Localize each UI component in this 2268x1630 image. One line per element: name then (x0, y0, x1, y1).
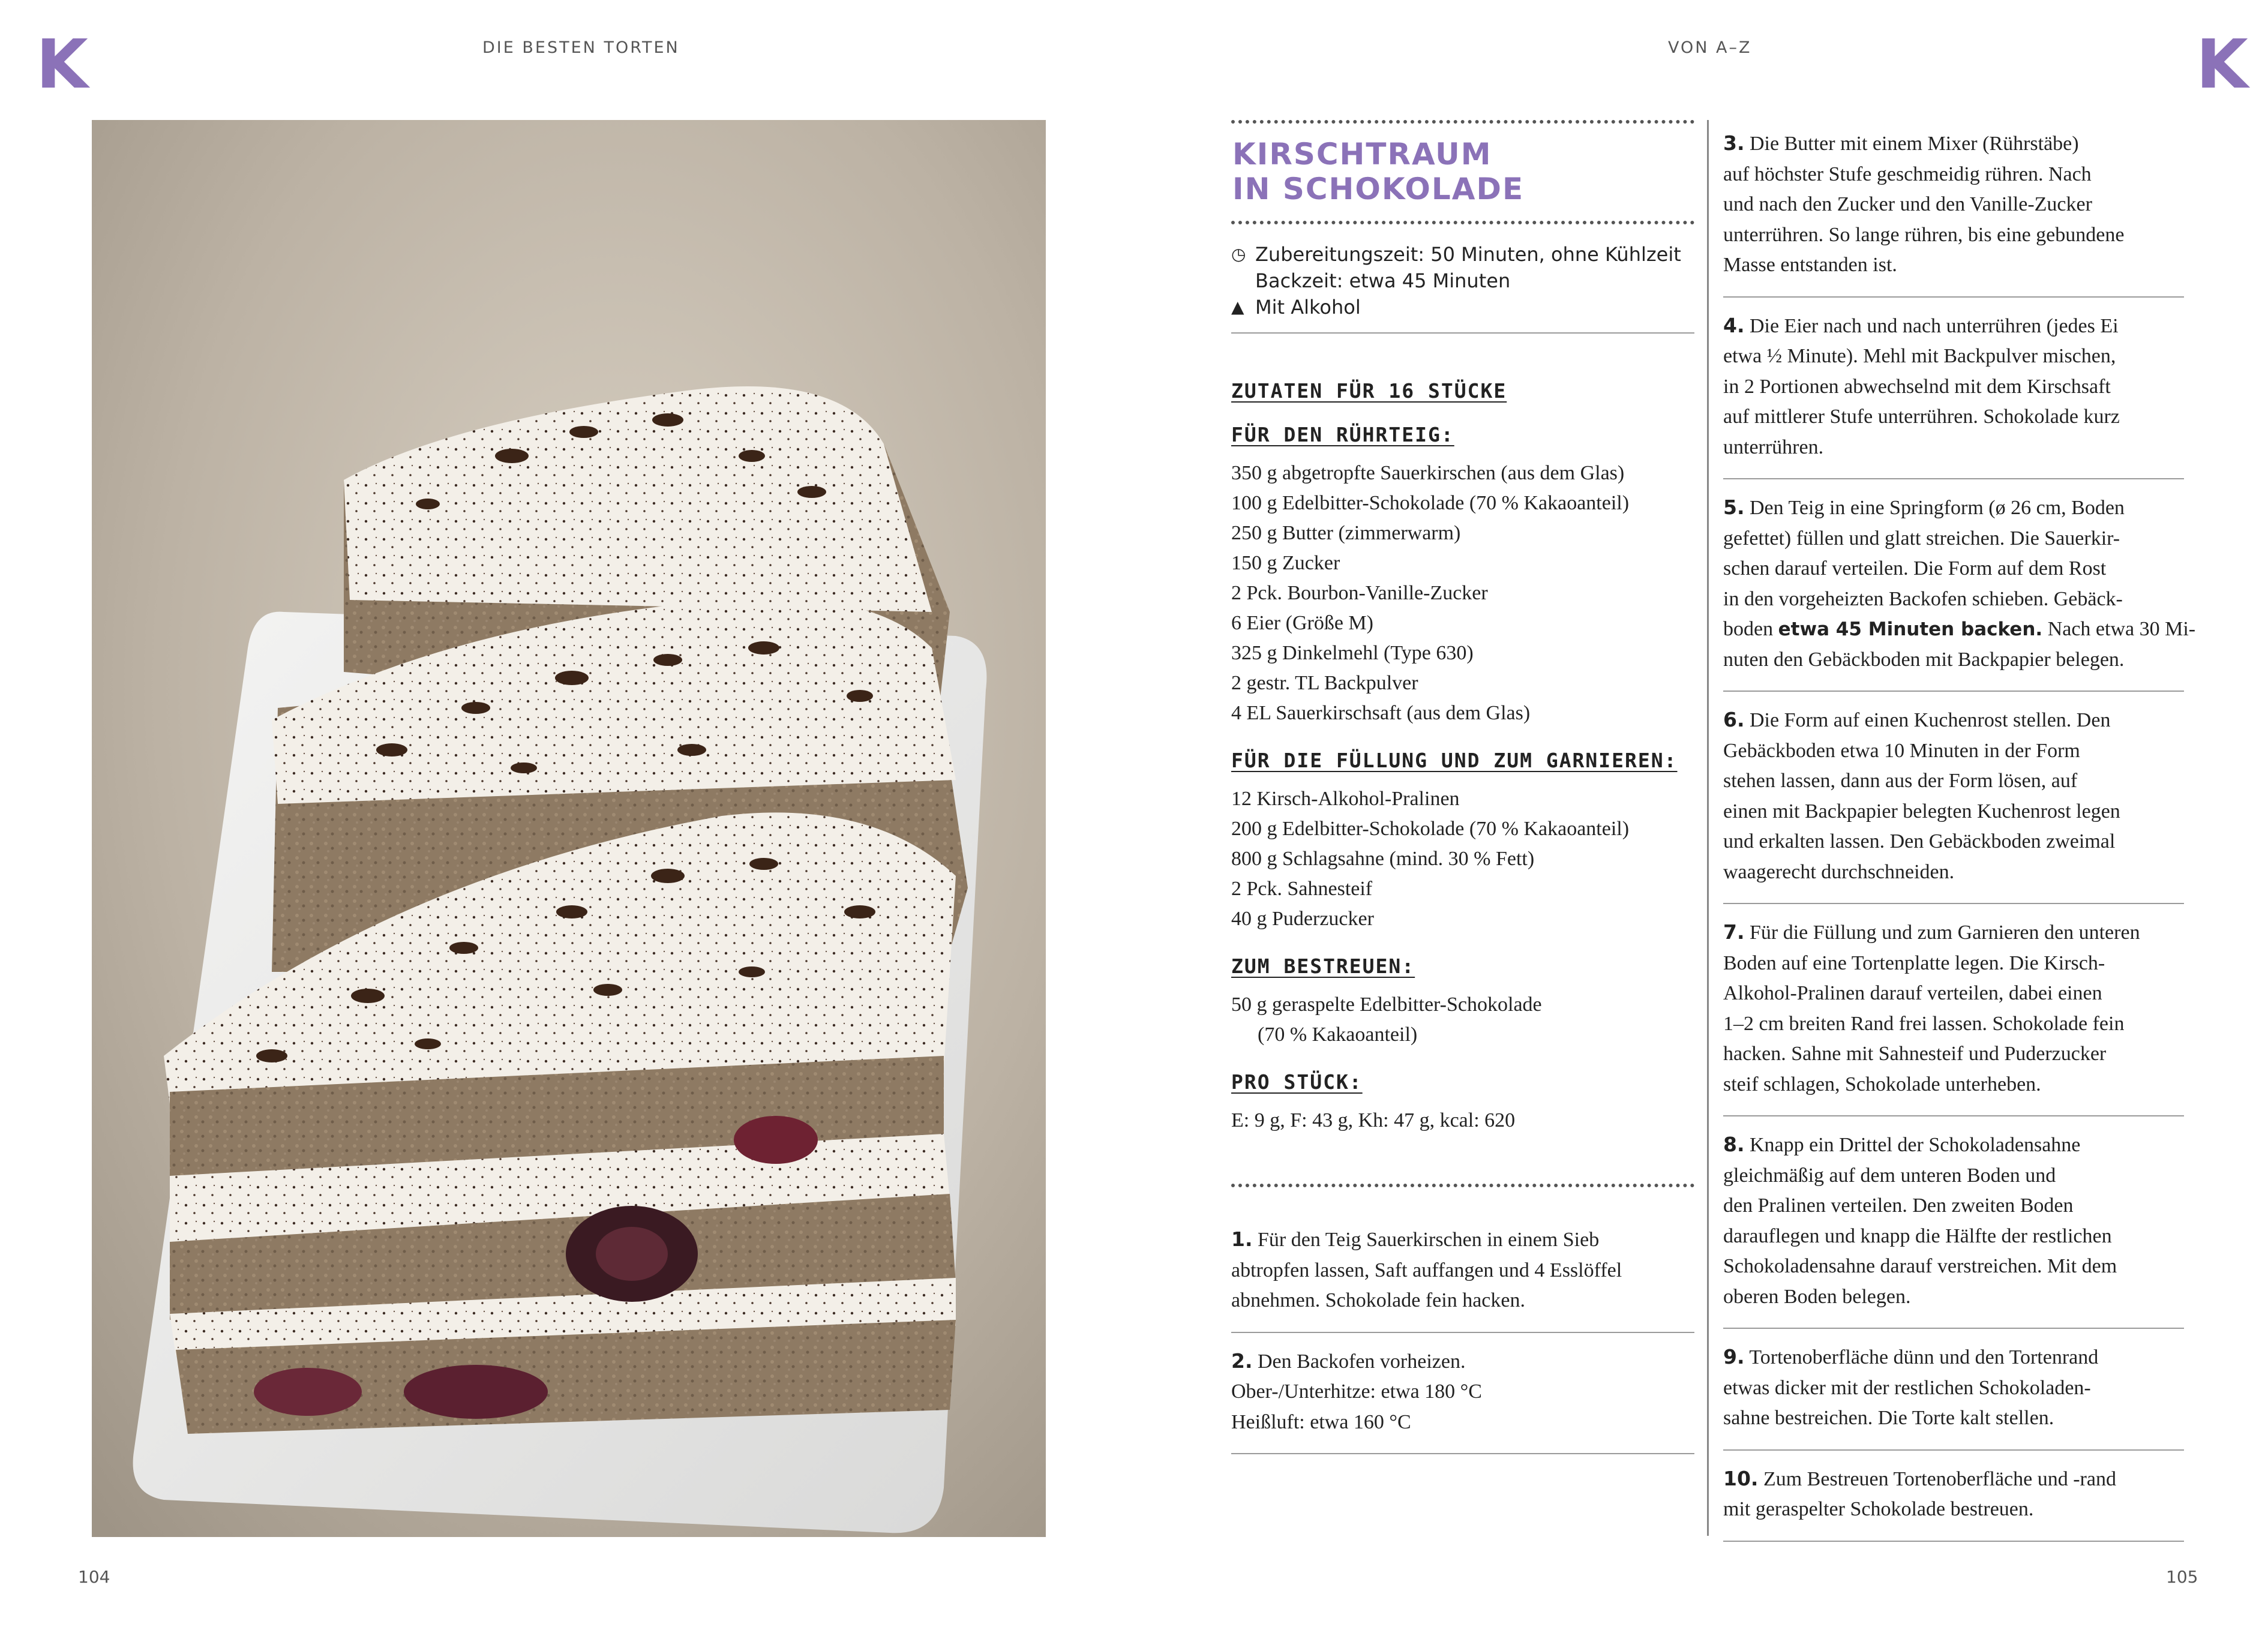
step-text: stehen lassen, dann aus der Form lösen, auf (1723, 770, 2078, 792)
step-number: 6. (1723, 708, 1745, 731)
dotted-divider (1231, 120, 1694, 124)
step-text: Den Teig in eine Springform (ø 26 cm, Boden (1750, 497, 2125, 519)
step-text: oberen Boden belegen. (1723, 1285, 1911, 1308)
step-text: abtropfen lassen, Saft auffangen und 4 Esslöffel (1231, 1259, 1622, 1281)
step-text: etwa ½ Minute). Mehl mit Backpulver mischen, (1723, 345, 2116, 367)
step-text: Schokoladensahne darauf verstreichen. Mit dem (1723, 1255, 2117, 1277)
step-text: in 2 Portionen abwechselnd mit dem Kirschsaft (1723, 375, 2111, 398)
step-text: Gebäckboden etwa 10 Minuten in der Form (1723, 739, 2080, 762)
step-8 (1723, 1116, 2184, 1329)
warning-triangle-icon: ▲ (1231, 297, 1244, 317)
section-heading: ZUM BESTREUEN: (1231, 954, 1415, 978)
ingredient-item: 50 g geraspelte Edelbitter-Schokolade (1231, 993, 1542, 1016)
step-text: Die Form auf einen Kuchenrost stellen. Den (1750, 709, 2111, 731)
divider (1231, 332, 1694, 334)
step-text: gefettet) füllen und glatt streichen. Die Sauerkir- (1723, 527, 2120, 550)
ingredient-item: 200 g Edelbitter-Schokolade (70 % Kakaoanteil) (1231, 818, 1630, 840)
recipe-title (1232, 137, 1694, 206)
ingredient-item: 150 g Zucker (1231, 552, 1340, 574)
step-text: Heißluft: etwa 160 °C (1231, 1410, 1411, 1433)
step-2 (1231, 1333, 1694, 1455)
running-head-left: DIE BESTEN TORTEN (482, 38, 680, 57)
ingredient-item: (70 % Kakaoanteil) (1258, 1023, 1418, 1046)
ingredient-item: 4 EL Sauerkirschsaft (aus dem Glas) (1231, 702, 1531, 724)
chapter-letter-left: K (36, 26, 88, 104)
step-text: schen darauf verteilen. Die Form auf dem Rost (1723, 557, 2107, 580)
section-heading: FÜR DEN RÜHRTEIG: (1231, 423, 1454, 446)
ingredient-item: 250 g Butter (zimmerwarm) (1231, 522, 1461, 544)
step-text: waagerecht durchschneiden. (1723, 860, 1955, 883)
ingredient-item: 6 Eier (Größe M) (1231, 612, 1373, 634)
step-number: 10. (1723, 1466, 1759, 1490)
step-10 (1723, 1451, 2184, 1542)
recipe-column-right (1723, 120, 2196, 1542)
page-number-left: 104 (78, 1567, 110, 1587)
step-6 (1723, 692, 2184, 904)
step-4 (1723, 298, 2184, 480)
step-text: auf höchster Stufe geschmeidig rühren. Nach (1723, 163, 2092, 185)
cake-photo-icon (92, 120, 1046, 1537)
step-number: 3. (1723, 131, 1745, 155)
ingredients-heading: ZUTATEN FÜR 16 STÜCKE (1231, 379, 1507, 403)
ingredient-list (1231, 784, 1694, 934)
ingredient-item: 12 Kirsch-Alkohol-Pralinen (1231, 788, 1460, 810)
step-text: Die Eier nach und nach unterrühren (jedes Ei (1750, 314, 2119, 337)
step-number: 2. (1231, 1349, 1253, 1373)
nutrition-heading: PRO STÜCK: (1231, 1070, 1363, 1094)
step-number: 8. (1723, 1133, 1745, 1156)
ingredient-item: 800 g Schlagsahne (mind. 30 % Fett) (1231, 848, 1535, 870)
step-text: einen mit Backpapier belegten Kuchenrost legen (1723, 800, 2120, 822)
step-text: in den vorgeheizten Backofen schieben. Gebäck- (1723, 587, 2123, 610)
step-text: unterrühren. (1723, 436, 1824, 458)
step-text: darauflegen und knapp die Hälfte der restlichen (1723, 1224, 2112, 1247)
column-divider (1707, 120, 1709, 1536)
ingredient-item: 325 g Dinkelmehl (Type 630) (1231, 642, 1474, 664)
step-text: abnehmen. Schokolade fein hacken. (1231, 1289, 1525, 1311)
step-5 (1723, 479, 2196, 692)
step-text: Für den Teig Sauerkirschen in einem Sieb (1258, 1229, 1600, 1251)
step-text: boden (1723, 618, 1778, 640)
clock-icon: ◷ (1231, 244, 1246, 264)
ingredient-item: 2 Pck. Sahnesteif (1231, 878, 1373, 900)
step-text: Für die Füllung und zum Garnieren den unteren (1750, 921, 2140, 944)
dotted-divider (1231, 1184, 1694, 1187)
step-text: Boden auf eine Tortenplatte legen. Die Kirsch- (1723, 951, 2105, 974)
bake-time: Backzeit: etwa 45 Minuten (1255, 269, 1511, 292)
step-3 (1723, 120, 2184, 298)
ingredient-item: 100 g Edelbitter-Schokolade (70 % Kakaoanteil) (1231, 492, 1630, 514)
steps-left (1231, 1211, 1694, 1454)
step-text: und nach den Zucker und den Vanille-Zucker (1723, 193, 2092, 215)
step-text: Den Backofen vorheizen. (1258, 1350, 1466, 1373)
step-text: 1–2 cm breiten Rand frei lassen. Schokolade fein (1723, 1012, 2125, 1035)
running-head-right: VON A–Z (1668, 38, 1752, 57)
step-text: Ober-/Unterhitze: etwa 180 °C (1231, 1380, 1482, 1403)
step-text: mit geraspelter Schokolade bestreuen. (1723, 1498, 2034, 1520)
step-text: Knapp ein Drittel der Schokoladensahne (1750, 1134, 2081, 1156)
step-text: hacken. Sahne mit Sahnesteif und Puderzucker (1723, 1043, 2107, 1065)
recipe-meta (1231, 241, 1694, 320)
step-text: Nach etwa 30 Mi- (2042, 618, 2196, 640)
step-number: 4. (1723, 313, 1745, 337)
step-number: 1. (1231, 1227, 1253, 1251)
prep-time: Zubereitungszeit: 50 Minuten, ohne Kühlzeit (1255, 243, 1681, 266)
step-text: Tortenoberfläche dünn und den Tortenrand (1749, 1346, 2099, 1368)
page-number-right: 105 (2166, 1567, 2198, 1587)
nutrition-values: E: 9 g, F: 43 g, Kh: 47 g, kcal: 620 (1231, 1109, 1516, 1131)
recipe-title-line-1: KIRSCHTRAUM (1232, 137, 1492, 172)
ingredient-list (1231, 990, 1694, 1050)
ingredient-item: 40 g Puderzucker (1231, 908, 1374, 930)
recipe-title-line-2: IN SCHOKOLADE (1232, 172, 1525, 206)
step-text-bold: etwa 45 Minuten backen. (1778, 619, 2043, 640)
step-text: auf mittlerer Stufe unterrühren. Schokolade kurz (1723, 406, 2120, 428)
chapter-letter-right: K (2196, 26, 2248, 104)
step-text: den Pralinen verteilen. Den zweiten Boden (1723, 1194, 2074, 1217)
step-number: 7. (1723, 920, 1745, 944)
step-text: Die Butter mit einem Mixer (Rührstäbe) (1750, 133, 2079, 155)
step-text: und erkalten lassen. Den Gebäckboden zweimal (1723, 830, 2116, 852)
ingredient-item: 2 Pck. Bourbon-Vanille-Zucker (1231, 582, 1488, 604)
ingredient-item: 2 gestr. TL Backpulver (1231, 672, 1418, 694)
step-text: Zum Bestreuen Tortenoberfläche und -rand (1763, 1467, 2116, 1490)
step-number: 5. (1723, 496, 1745, 519)
section-heading: FÜR DIE FÜLLUNG UND ZUM GARNIEREN: (1231, 749, 1678, 772)
step-7 (1723, 904, 2184, 1116)
step-text: Alkohol-Pralinen darauf verteilen, dabei einen (1723, 982, 2102, 1004)
step-number: 9. (1723, 1345, 1745, 1368)
ingredient-list (1231, 458, 1694, 728)
step-text: Masse entstanden ist. (1723, 254, 1897, 276)
ingredient-item: 350 g abgetropfte Sauerkirschen (aus dem Glas) (1231, 462, 1625, 484)
step-text: etwas dicker mit der restlichen Schokoladen- (1723, 1376, 2091, 1399)
step-1 (1231, 1211, 1694, 1333)
step-text: steif schlagen, Schokolade unterheben. (1723, 1073, 2041, 1095)
step-text: sahne bestreichen. Die Torte kalt stellen. (1723, 1407, 2054, 1429)
step-text: unterrühren. So lange rühren, bis eine gebundene (1723, 223, 2125, 246)
step-9 (1723, 1329, 2184, 1451)
step-text: gleichmäßig auf dem unteren Boden und (1723, 1164, 2056, 1187)
dotted-divider (1231, 221, 1694, 224)
alcohol-note: Mit Alkohol (1255, 296, 1361, 319)
step-text: nuten den Gebäckboden mit Backpapier belegen. (1723, 648, 2125, 671)
cake-photo (92, 120, 1046, 1537)
recipe-column-left (1231, 120, 1694, 1454)
